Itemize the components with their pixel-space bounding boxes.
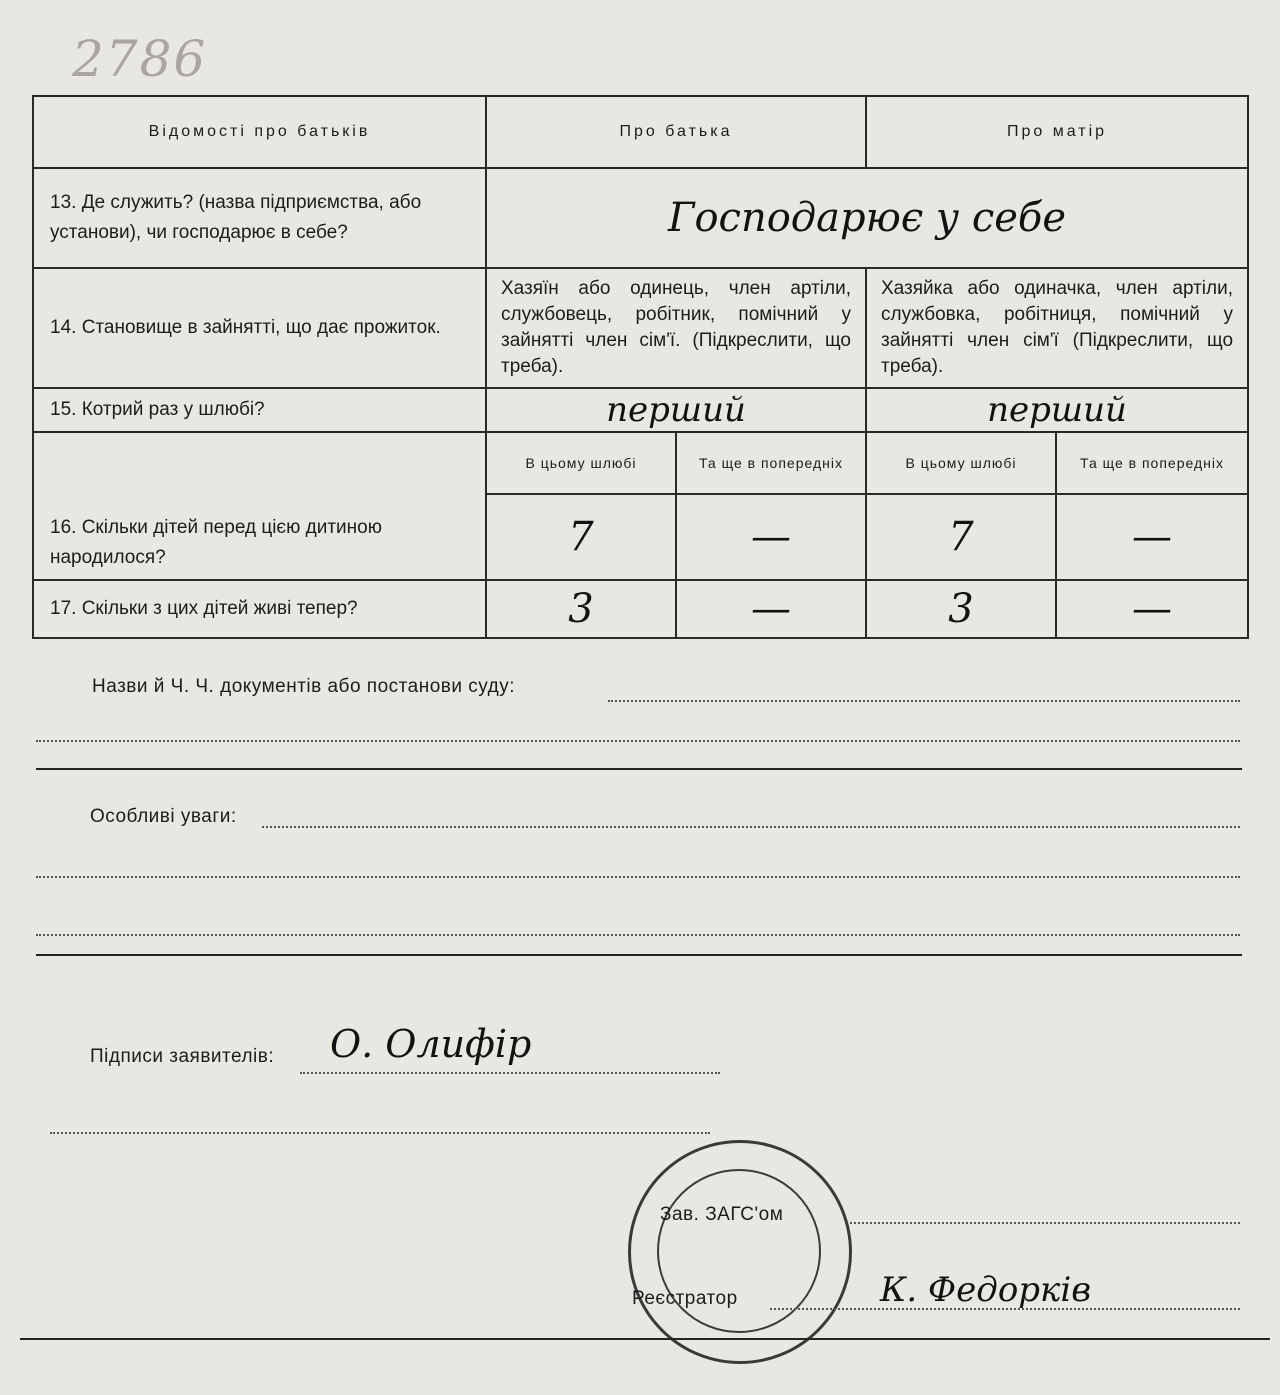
remarks-dotted-line-2 (36, 876, 1240, 878)
remarks-dotted-line-3 (36, 934, 1240, 936)
question-16: 16. Скільки дітей перед цією дитиною народилося? (33, 432, 486, 580)
table-row-17 (33, 580, 1248, 638)
bottom-divider (20, 1338, 1270, 1340)
table-subheader-row (33, 432, 1248, 494)
parents-info-table (32, 95, 1249, 639)
children-alive-father-this: 3 (486, 580, 676, 638)
table-row-14 (33, 268, 1248, 388)
father-marriage-count: перший (486, 388, 866, 432)
documents-label: Назви й Ч. Ч. документів або постанови суду: (92, 676, 515, 697)
subheader-mother-previous: Та ще в попередніх (1056, 432, 1248, 494)
remarks-label: Особливі уваги: (90, 806, 237, 827)
head-signature-line (850, 1222, 1240, 1224)
children-alive-father-previous: — (676, 580, 866, 638)
section-divider-1 (36, 768, 1242, 770)
header-mother: Про матір (866, 96, 1248, 168)
archive-number: 2786 (72, 30, 208, 88)
table-row-15 (33, 388, 1248, 432)
head-of-registry-label: Зав. ЗАГС'ом (660, 1204, 784, 1225)
subheader-mother-this-marriage: В цьому шлюбі (866, 432, 1056, 494)
documents-dotted-line-2 (36, 740, 1240, 742)
table-header-row (33, 96, 1248, 168)
subheader-father-previous: Та ще в попередніх (676, 432, 866, 494)
children-alive-mother-previous: — (1056, 580, 1248, 638)
children-born-father-previous: — (676, 494, 866, 580)
children-born-mother-this: 7 (866, 494, 1056, 580)
signatures-label: Підписи заявителів: (90, 1046, 275, 1067)
remarks-dotted-line (262, 826, 1240, 828)
children-born-father-this: 7 (486, 494, 676, 580)
registrar-signature: К. Федорків (880, 1270, 1092, 1310)
question-14: 14. Становище в зайнятті, що дає прожиток. (33, 268, 486, 388)
children-alive-mother-this: 3 (866, 580, 1056, 638)
header-father: Про батька (486, 96, 866, 168)
header-parents-info: Відомості про батьків (33, 96, 486, 168)
children-born-mother-previous: — (1056, 494, 1248, 580)
mother-occupation-options: Хазяйка або одиначка, член артіли, службовка, робітниця, помічний у зайнятті член сім'ї (Підкреслити, що треба). (866, 268, 1248, 388)
official-seal (628, 1140, 852, 1364)
subheader-father-this-marriage: В цьому шлюбі (486, 432, 676, 494)
applicant-signature-line-2 (50, 1132, 710, 1134)
question-15: 15. Котрий раз у шлюбі? (33, 388, 486, 432)
registrar-signature-line (770, 1308, 1240, 1310)
applicant-signature: О. Олифір (330, 1022, 532, 1066)
applicant-signature-line (300, 1072, 720, 1074)
registrar-label: Реєстратор (632, 1288, 738, 1309)
question-13: 13. Де служить? (назва підприємства, або установи), чи господарює в себе? (33, 168, 486, 268)
section-divider-2 (36, 954, 1242, 956)
question-17: 17. Скільки з цих дітей живі тепер? (33, 580, 486, 638)
table-row-13 (33, 168, 1248, 268)
father-occupation-options: Хазяїн або одинець, член артіли, службовець, робітник, помічний у зайнятті член сім'ї. (Підкреслити, що треба). (486, 268, 866, 388)
documents-dotted-line (608, 700, 1240, 702)
mother-marriage-count: перший (866, 388, 1248, 432)
answer-13-handwritten: Господарює у себе (486, 168, 1248, 268)
